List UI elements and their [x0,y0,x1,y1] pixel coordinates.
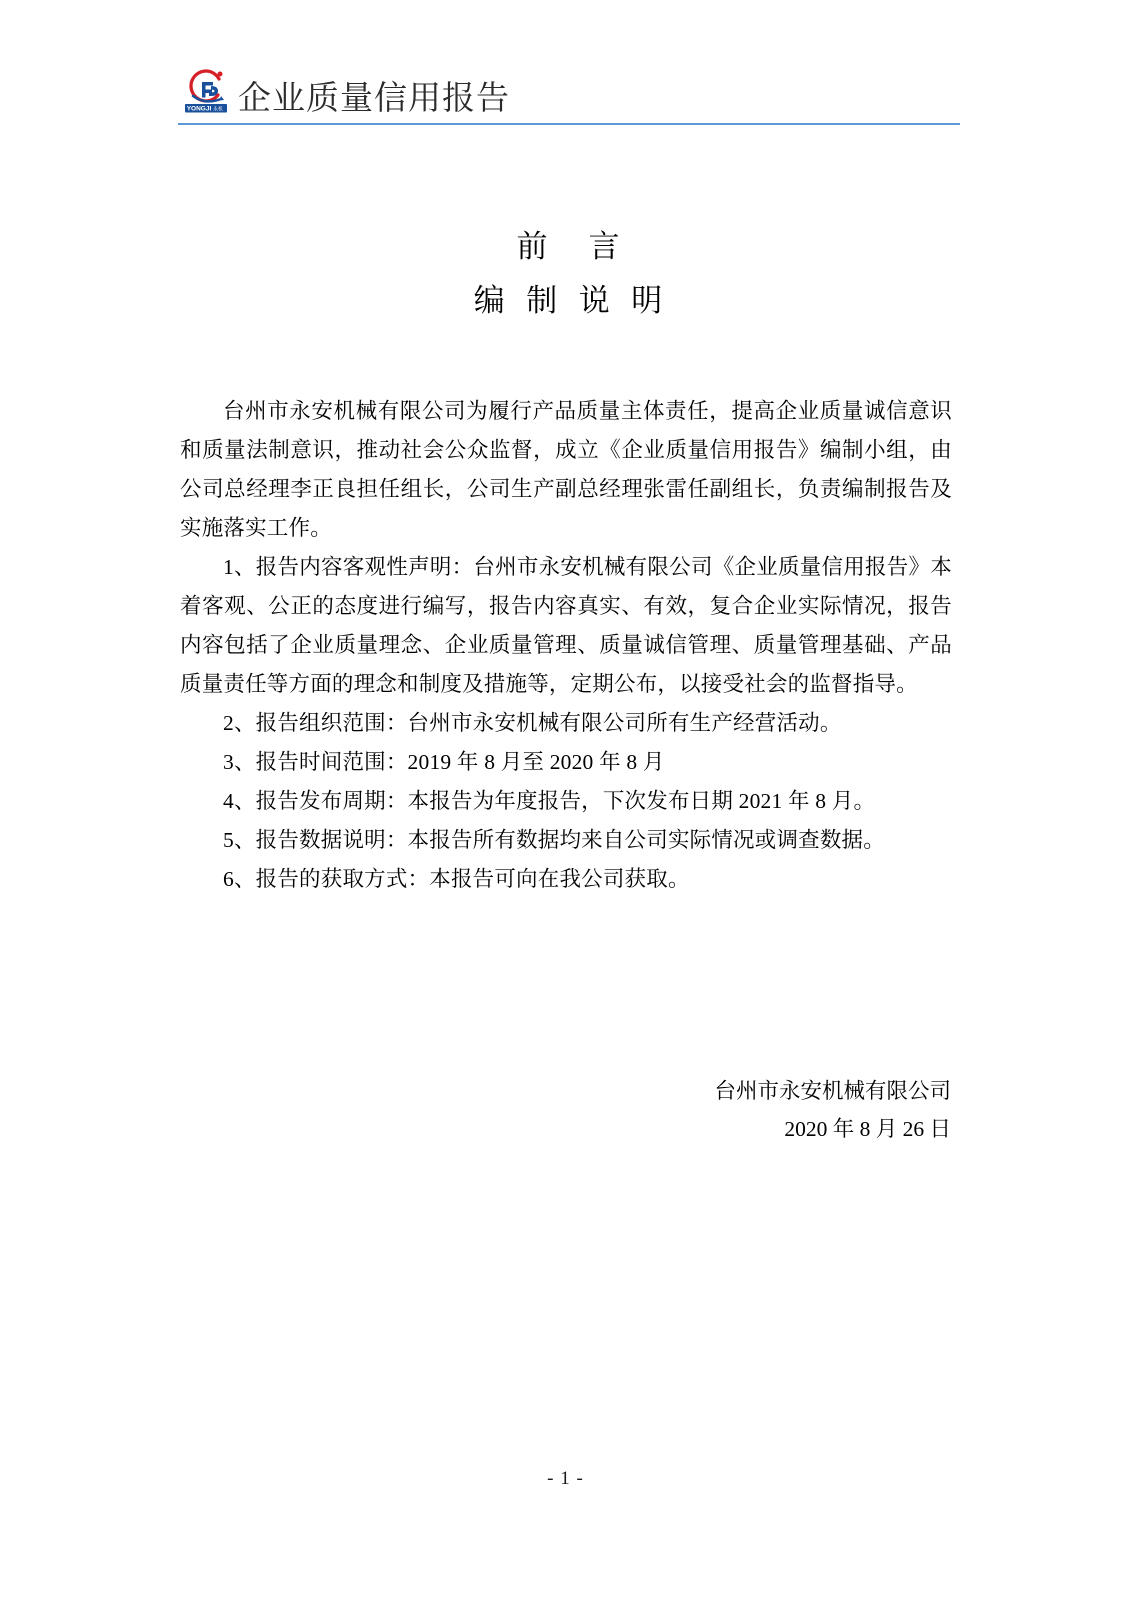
numbered-item: 3、报告时间范围：2019 年 8 月至 2020 年 8 月 [223,750,665,774]
document-footer [0,1468,1131,1490]
signature-date: 2020 年 8 月 26 日 [784,1117,951,1141]
signature-company-name: 台州市永安机械有限公司 [714,1079,951,1103]
svg-text:永机: 永机 [212,106,224,113]
numbered-item: 5、报告数据说明：本报告所有数据均来自公司实际情况或调查数据。 [223,828,885,852]
page-title-secondary: 编 制 说 明 [473,283,665,318]
yongji-company-logo-icon [178,64,234,116]
page-title-primary: 前 言 [516,229,622,264]
body-paragraph: 1、报告内容客观性声明：台州市永安机械有限公司《企业质量信用报告》本着客观、公正的态度进行编写，报告内容真实、有效，复合企业实际情况，报告内容包括了企业质量理念、企业质量管理、质量诚信管理、质量管理基础、产品质量责任等方面的理念和制度及措施等，定期公布，以接受社会的监督指导。 [180,555,952,696]
document-header [178,58,960,128]
document-body [180,392,952,899]
header-divider-rule [178,123,960,125]
page-number: - 1 - [547,1468,584,1489]
numbered-item: 2、报告组织范围：台州市永安机械有限公司所有生产经营活动。 [223,711,842,735]
numbered-item: 4、报告发布周期：本报告为年度报告，下次发布日期 2021 年 8 月。 [223,789,876,813]
title-block [178,222,960,326]
header-inner [178,58,960,118]
svg-text:YONGJI: YONGJI [186,105,212,113]
signature-block [714,1072,951,1148]
body-paragraph: 台州市永安机械有限公司为履行产品质量主体责任，提高企业质量诚信意识和质量法制意识，推动社会公众监督，成立《企业质量信用报告》编制小组，由公司总经理李正良担任组长，公司生产副总经理张雷任副组长，负责编制报告及实施落实工作。 [180,399,952,540]
header-title: 企业质量信用报告 [238,81,510,117]
numbered-item: 6、报告的获取方式：本报告可向在我公司获取。 [223,867,690,891]
